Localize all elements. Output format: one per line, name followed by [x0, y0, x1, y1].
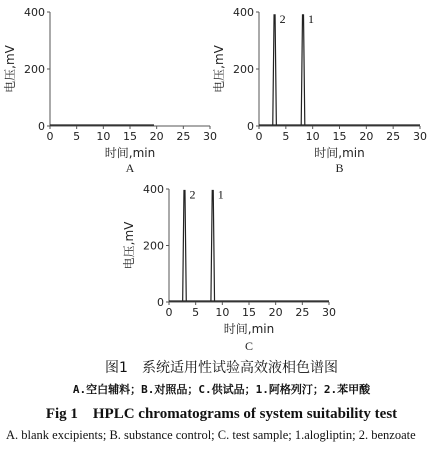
x-tick-label: 20: [268, 306, 283, 319]
y-tick-label: 0: [157, 296, 164, 309]
panel-label: A: [125, 161, 135, 175]
x-tick-label: 20: [359, 130, 374, 143]
y-tick-label: 0: [247, 120, 254, 133]
peak-1: [211, 190, 215, 301]
peak-label-1: 1: [217, 187, 224, 202]
x-tick-label: 25: [386, 130, 401, 143]
x-tick-label: 10: [305, 130, 320, 143]
x-tick-label: 25: [176, 130, 191, 143]
chart-panel-b: [211, 6, 427, 175]
peak-1: [301, 15, 305, 125]
figure-title-en: Fig 1 HPLC chromatograms of system suitability test: [45, 406, 398, 422]
x-tick-label: 5: [192, 306, 200, 319]
chart-panel-c: [121, 183, 336, 353]
y-tick-label: 400: [24, 6, 45, 19]
x-tick-label: 0: [46, 130, 54, 143]
y-axis-label: 电压,mV: [122, 221, 136, 270]
x-tick-label: 30: [322, 306, 336, 319]
y-axis-label: 电压,mV: [3, 45, 17, 93]
x-tick-label: 15: [123, 130, 137, 143]
y-axis-label: 电压,mV: [212, 45, 226, 93]
x-tick-label: 5: [73, 130, 81, 143]
peak-label-1: 1: [308, 11, 315, 26]
peak-2: [273, 15, 277, 125]
x-tick-label: 10: [96, 130, 111, 143]
x-tick-label: 30: [203, 130, 217, 143]
panel-label: C: [244, 339, 254, 353]
y-tick-label: 400: [233, 6, 254, 19]
chart-panel-a: [2, 6, 217, 175]
x-axis-label: 时间,min: [314, 146, 365, 160]
x-tick-label: 10: [215, 306, 230, 319]
figure-legend-en: A. blank excipients; B. substance control; C. test sample; 1.alogliptin; 2. benzoate: [6, 428, 416, 442]
y-tick-label: 400: [143, 183, 164, 196]
x-tick-label: 15: [242, 306, 256, 319]
y-tick-label: 0: [38, 120, 45, 133]
x-axis-label: 时间,min: [223, 322, 275, 336]
x-tick-label: 0: [255, 130, 263, 143]
panel-label: B: [335, 161, 344, 175]
y-tick-label: 200: [24, 63, 45, 76]
y-tick-label: 200: [233, 63, 254, 76]
y-tick-label: 200: [143, 239, 164, 253]
figure-title-cn: 图1 系统适用性试验高效液相色谱图: [105, 360, 338, 376]
peak-label-2: 2: [279, 11, 286, 26]
x-tick-label: 5: [282, 130, 290, 143]
x-tick-label: 25: [295, 306, 310, 319]
peak-label-2: 2: [189, 187, 196, 202]
x-tick-label: 0: [165, 306, 173, 319]
x-tick-label: 15: [332, 130, 347, 143]
x-axis-label: 时间,min: [104, 146, 156, 160]
figure-legend-cn: A.空白辅料；B.对照品；C.供试品；1.阿格列汀；2.苯甲酸: [72, 383, 371, 396]
x-tick-label: 20: [149, 130, 164, 143]
peak-2: [183, 190, 187, 301]
x-tick-label: 30: [413, 130, 427, 143]
